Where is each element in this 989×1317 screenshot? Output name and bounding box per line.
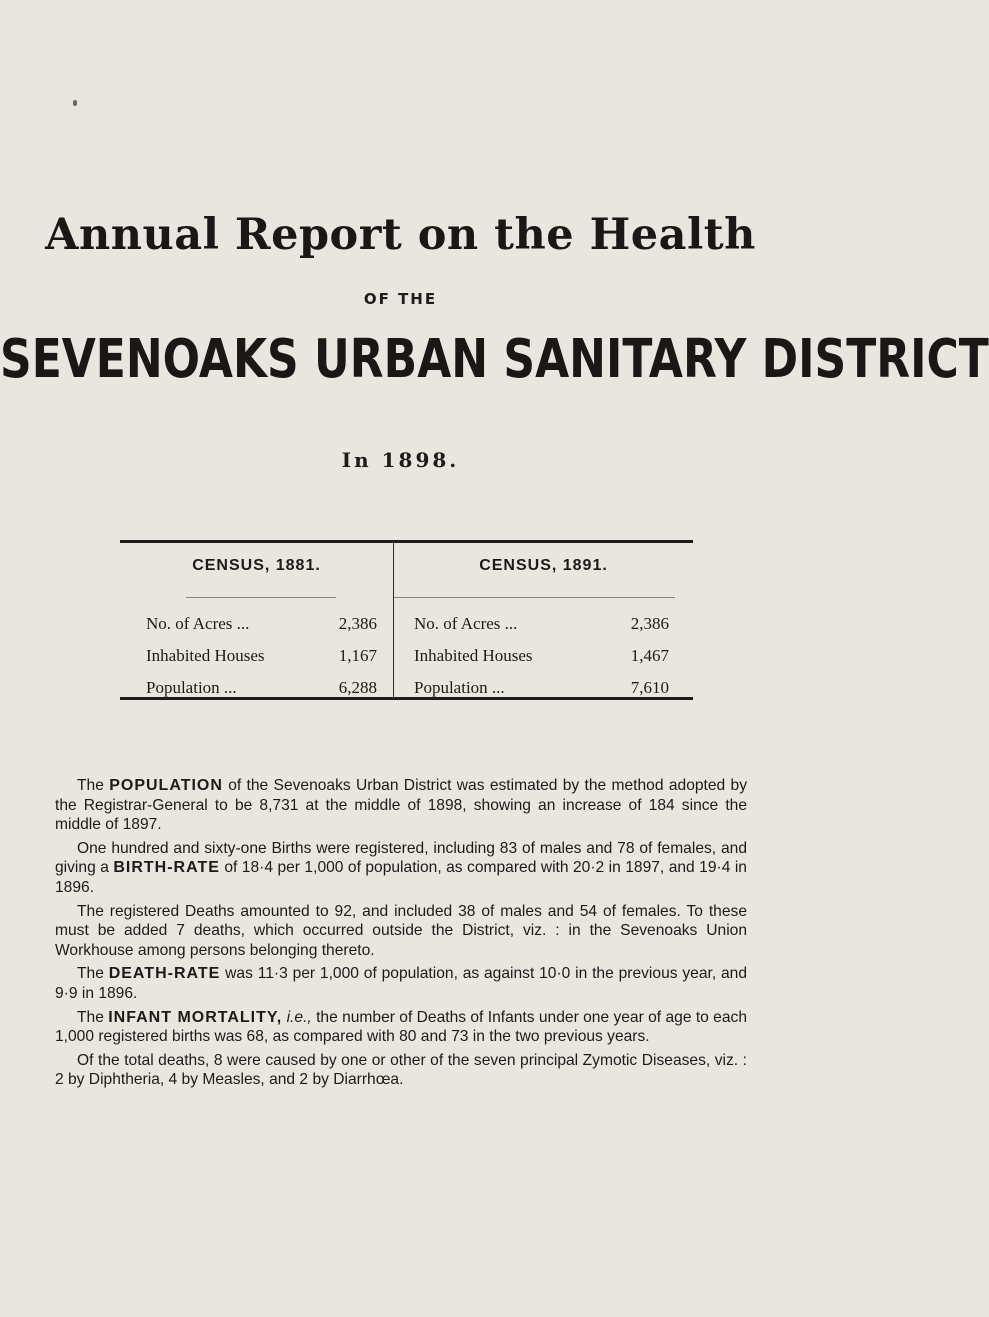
paragraph-deaths xyxy=(55,902,747,961)
row-label: No. of Acres ... xyxy=(146,614,250,633)
paragraph-death-rate xyxy=(55,964,747,1003)
of-the-line: OF THE xyxy=(363,290,438,308)
text-run: The xyxy=(77,965,109,983)
row-label: No. of Acres ... xyxy=(414,614,518,633)
table-row xyxy=(414,614,669,634)
text-run: of the Sevenoaks Urban District was estimated by the method adopted by the Registrar-General to be 8,731 at the middle of 1898, showing an increase of 184 since the middle of 1897. xyxy=(55,777,748,834)
census-1881-heading: CENSUS, 1881. xyxy=(192,557,321,574)
text-run: The xyxy=(77,1008,109,1026)
row-label: Population ... xyxy=(414,678,505,697)
census-table xyxy=(120,540,693,700)
paragraph-infant-mortality xyxy=(55,1008,747,1047)
row-value: 7,610 xyxy=(630,678,669,697)
row-label: Inhabited Houses xyxy=(146,646,265,665)
paragraph-zymotic xyxy=(55,1051,747,1090)
row-value: 1,167 xyxy=(338,646,377,665)
table-row xyxy=(414,678,669,698)
text-run: Of the total deaths, 8 were caused by one or other of the seven principal Zymotic Diseases, viz. : 2 by Diphtheria, 4 by Measles, and 2 by Diarrhœa. xyxy=(55,1051,747,1089)
district-name: SEVENOAKS URBAN SANITARY DISTRICT xyxy=(0,328,989,391)
report-title: Annual Report on the Health xyxy=(45,210,756,260)
row-label: Inhabited Houses xyxy=(414,646,533,665)
row-value: 1,467 xyxy=(630,646,669,665)
text-run: of 18·4 per 1,000 of population, as compared with 20·2 in 1897, and 19·4 in 1896. xyxy=(55,859,747,896)
year-line: In 1898. xyxy=(341,448,460,472)
heading-rule xyxy=(394,597,675,598)
heading-rule xyxy=(186,597,336,598)
table-row xyxy=(146,646,377,666)
census-1881-column xyxy=(120,543,393,697)
term-population: POPULATION xyxy=(109,777,223,794)
row-value: 2,386 xyxy=(338,614,377,633)
table-bottom-rule xyxy=(120,697,693,700)
text-run: The xyxy=(77,777,110,794)
term-death-rate: DEATH-RATE xyxy=(108,965,221,983)
report-body xyxy=(55,776,747,1094)
text-run: One hundred and sixty-one Births were registered, including 83 of males and 78 of females, and giving a xyxy=(55,839,747,877)
table-row xyxy=(414,646,669,666)
row-label: Population ... xyxy=(146,678,237,697)
text-run: the number of Deaths of Infants under one year of age to each 1,000 registered births was 68, as compared with 80 and 73 in the two previous years. xyxy=(55,1008,747,1046)
paragraph-births xyxy=(55,839,747,898)
term-birth-rate: BIRTH-RATE xyxy=(113,859,220,877)
census-1891-column xyxy=(394,543,693,697)
term-infant-mortality: INFANT MORTALITY, xyxy=(108,1008,283,1026)
table-row xyxy=(146,678,377,698)
row-value: 6,288 xyxy=(338,678,377,697)
ink-spot xyxy=(73,100,77,106)
text-run: The registered Deaths amounted to 92, and included 38 of males and 54 of females. To these must be added 7 deaths, which occurred outside the District, viz. : in the Sevenoaks Union Workhouse among persons belonging thereto. xyxy=(55,902,747,959)
paragraph-population xyxy=(55,776,747,835)
row-value: 2,386 xyxy=(630,614,669,633)
text-ie: i.e., xyxy=(286,1008,312,1026)
text-run: was 11·3 per 1,000 of population, as against 10·0 in the previous year, and 9·9 in 1896. xyxy=(55,965,747,1002)
table-row xyxy=(146,614,377,634)
census-1891-heading: CENSUS, 1891. xyxy=(479,557,608,574)
